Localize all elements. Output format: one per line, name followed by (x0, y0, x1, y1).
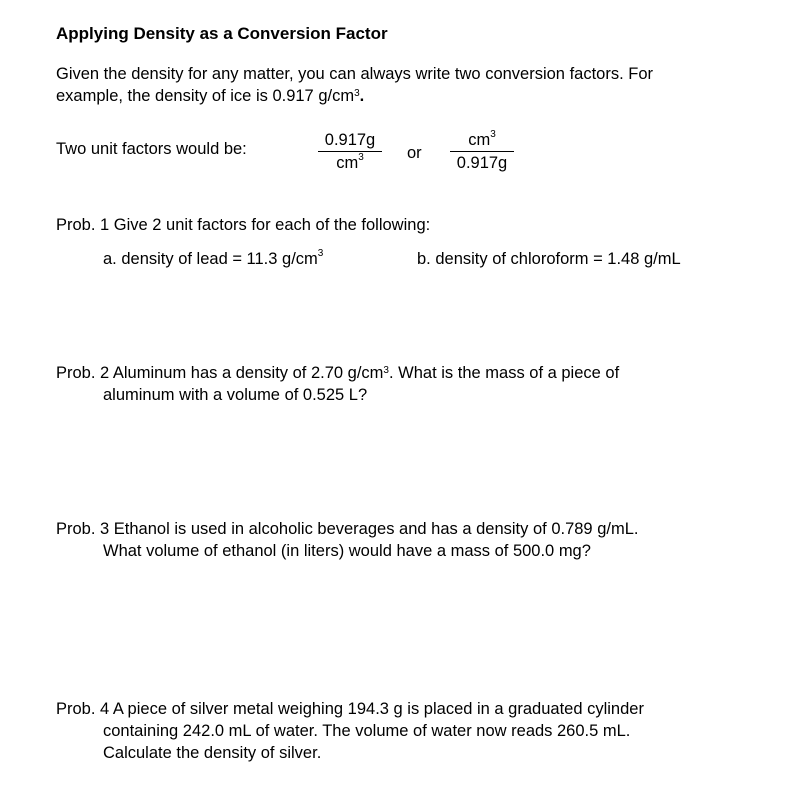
unit-factor-2-numerator-base: cm (468, 131, 491, 149)
unit-factor-1-numerator: 0.917g (318, 131, 382, 152)
problem-4-line-3: Calculate the density of silver. (103, 744, 322, 762)
problem-4-line-1: Prob. 4 A piece of silver metal weighing 194.3 g is placed in a graduated cylinder (56, 700, 644, 718)
or-word: or (407, 144, 422, 162)
problem-2 (56, 362, 619, 406)
page-title: Applying Density as a Conversion Factor (56, 24, 388, 43)
problem-2-sup: 3 (383, 365, 389, 376)
unit-factor-1-denominator-base: cm (336, 154, 359, 172)
unit-factor-2-denominator: 0.917g (456, 154, 508, 172)
problem-4 (56, 698, 644, 764)
problem-2-line-2: aluminum with a volume of 0.525 L? (103, 386, 368, 404)
intro-superscript: 3 (354, 88, 360, 99)
problem-3-line-2: What volume of ethanol (in liters) would have a mass of 500.0 mg? (103, 542, 591, 560)
unit-factor-1-denominator (318, 152, 382, 173)
problem-1a-sup: 3 (317, 248, 324, 259)
problem-3 (56, 518, 638, 562)
problem-2-line-1-suffix: . What is the mass of a piece of (388, 364, 620, 382)
unit-factors-label: Two unit factors would be: (56, 140, 247, 158)
problem-2-line-1 (56, 362, 619, 384)
intro-line-2-text: example, the density of ice is 0.917 g/cm (56, 87, 355, 105)
problem-1a-text: a. density of lead = 11.3 g/cm (103, 250, 318, 268)
problem-2-line-1-text: Prob. 2 Aluminum has a density of 2.70 g/cm (56, 364, 384, 382)
problem-1b: b. density of chloroform = 1.48 g/mL (417, 250, 681, 268)
intro-period: . (359, 87, 365, 105)
problem-1-prompt: Prob. 1 Give 2 unit factors for each of the following: (56, 216, 431, 234)
unit-factor-2-numerator-sup: 3 (490, 129, 496, 140)
unit-factor-2-numerator (450, 131, 514, 152)
intro-line-2 (56, 85, 653, 107)
unit-factor-1-denominator-sup: 3 (358, 152, 364, 163)
unit-factor-2 (450, 131, 514, 173)
intro-line-1: Given the density for any matter, you can always write two conversion factors. For (56, 65, 654, 83)
problem-3-line-1: Prob. 3 Ethanol is used in alcoholic beverages and has a density of 0.789 g/mL. (56, 520, 639, 538)
problem-1a (103, 250, 323, 269)
unit-factor-1 (318, 131, 382, 173)
intro-paragraph (56, 63, 653, 107)
problem-4-line-2: containing 242.0 mL of water. The volume of water now reads 260.5 mL. (103, 722, 631, 740)
